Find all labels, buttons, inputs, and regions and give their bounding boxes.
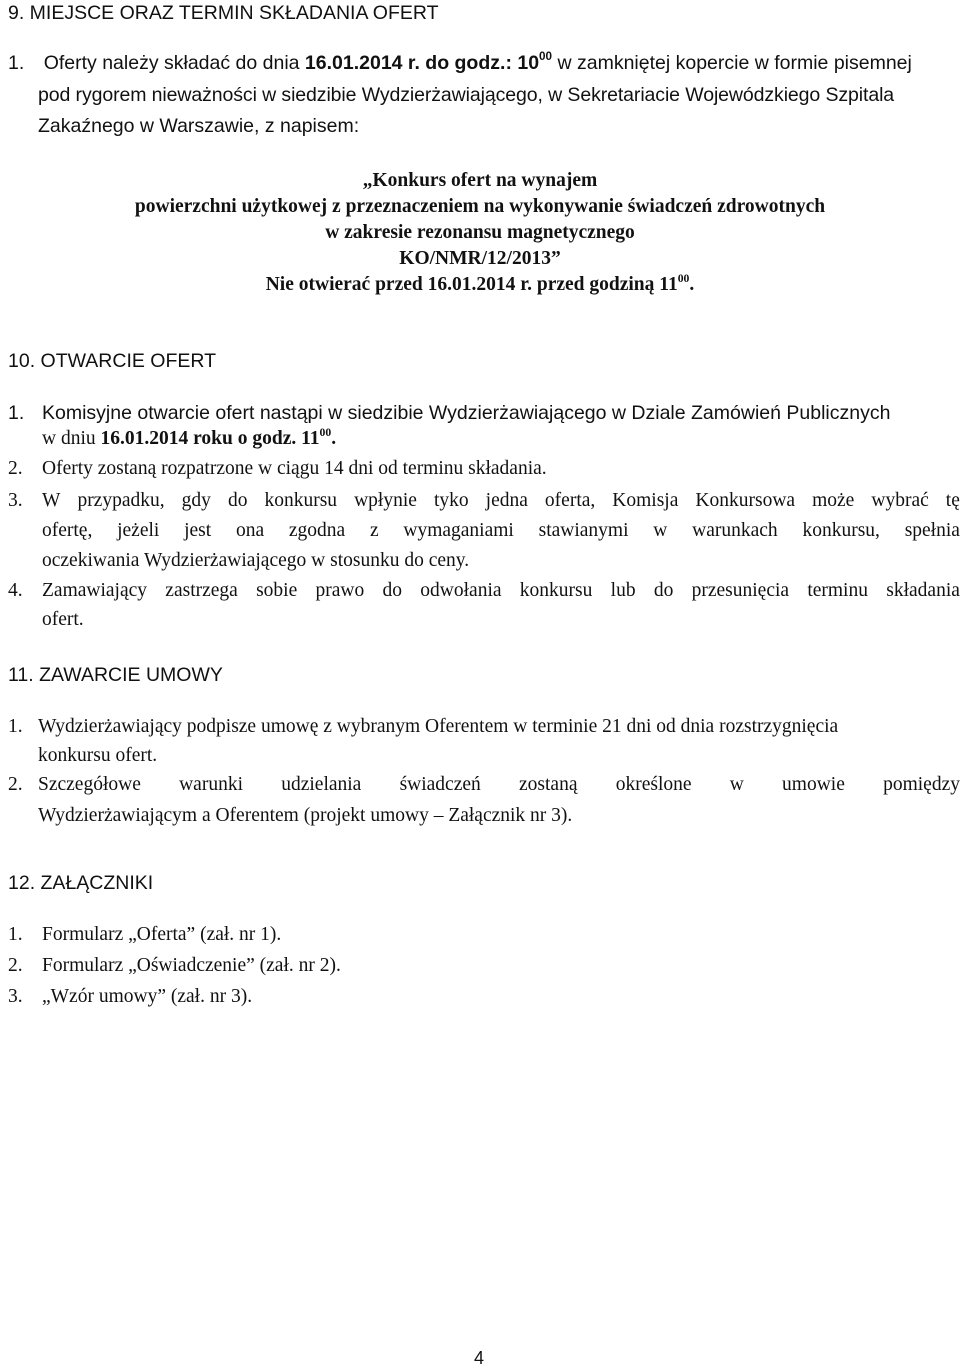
word: z bbox=[369, 520, 379, 541]
word: jeżeli bbox=[117, 520, 160, 541]
word: może bbox=[812, 490, 855, 511]
word: umowie bbox=[782, 774, 845, 795]
word: świadczeń bbox=[399, 774, 481, 795]
s10-item-1-text: w dniu bbox=[42, 428, 101, 449]
s12-item-3-number: 3. bbox=[8, 986, 23, 1007]
word: określone bbox=[615, 774, 692, 795]
word: ofertę, bbox=[42, 520, 93, 541]
word: konkursu bbox=[264, 490, 338, 511]
envelope-label-sup: 00 bbox=[677, 272, 690, 285]
s11-item-1-line-2: konkursu ofert. bbox=[38, 745, 158, 766]
s10-item-3-line-1 bbox=[42, 490, 960, 512]
word: przesunięcia bbox=[691, 580, 790, 601]
envelope-label-line-3: w zakresie rezonansu magnetycznego bbox=[325, 222, 635, 243]
word: konkursu bbox=[519, 580, 593, 601]
word: ona bbox=[235, 520, 265, 541]
word: jedna bbox=[485, 490, 528, 511]
word: lub bbox=[610, 580, 636, 601]
s11-item-2-line-2: Wydzierżawiającym a Oferentem (projekt umowy – Załącznik nr 3). bbox=[38, 805, 573, 826]
word: zgodna bbox=[288, 520, 346, 541]
section-12-heading: 12. ZAŁĄCZNIKI bbox=[8, 872, 154, 894]
word: prawo bbox=[315, 580, 365, 601]
word: stawianymi bbox=[538, 520, 629, 541]
s9-item-1-hour-sup: 00 bbox=[539, 50, 553, 63]
s10-item-1-line-2 bbox=[42, 428, 336, 450]
s9-item-1-text-d: w zamkniętej kopercie w formie pisemnej bbox=[552, 52, 912, 74]
word: warunki bbox=[179, 774, 243, 795]
s10-item-4-number: 4. bbox=[8, 580, 23, 601]
envelope-label-line-1: „Konkurs ofert na wynajem bbox=[362, 170, 598, 191]
s10-item-1-end: . bbox=[331, 428, 337, 449]
word: do bbox=[382, 580, 403, 601]
s10-item-4-line-2: ofert. bbox=[42, 609, 84, 630]
word: warunkach bbox=[692, 520, 778, 541]
envelope-label-date: Nie otwierać przed 16.01.2014 r. przed godziną 11 bbox=[265, 274, 678, 295]
word: przypadku, bbox=[77, 490, 165, 511]
s10-item-3-line-2 bbox=[42, 520, 960, 542]
section-11-heading: 11. ZAWARCIE UMOWY bbox=[8, 664, 223, 686]
s10-item-1-number: 1. bbox=[8, 402, 25, 424]
word: tyko bbox=[433, 490, 469, 511]
s11-item-2-line-1 bbox=[38, 774, 960, 796]
s12-item-3: „Wzór umowy” (zał. nr 3). bbox=[42, 986, 253, 1007]
word: Szczegółowe bbox=[38, 774, 141, 795]
envelope-label-line-5 bbox=[0, 274, 960, 296]
word: tę bbox=[945, 490, 960, 511]
word: do bbox=[653, 580, 674, 601]
s12-item-1-number: 1. bbox=[8, 924, 23, 945]
word: wpłynie bbox=[354, 490, 417, 511]
word: udzielania bbox=[281, 774, 362, 795]
word: W bbox=[42, 490, 61, 511]
word: konkursu, bbox=[802, 520, 880, 541]
s10-item-3-number: 3. bbox=[8, 490, 23, 511]
word: terminu bbox=[807, 580, 868, 601]
section-10-heading: 10. OTWARCIE OFERT bbox=[8, 350, 217, 372]
word: składania bbox=[886, 580, 960, 601]
word: w bbox=[729, 774, 744, 795]
word: oferta, bbox=[544, 490, 596, 511]
s9-item-1-date: 16.01.2014 r. do godz. bbox=[304, 52, 506, 74]
word: jest bbox=[184, 520, 212, 541]
s10-item-1-line-1: Komisyjne otwarcie ofert nastąpi w siedzibie Wydzierżawiającego w Dziale Zamówień Publicznych bbox=[42, 402, 891, 424]
word: zastrzega bbox=[165, 580, 238, 601]
word: do bbox=[227, 490, 248, 511]
s9-item-1-line-1 bbox=[8, 52, 912, 74]
word: gdy bbox=[181, 490, 211, 511]
s9-item-1-hour: : 10 bbox=[505, 52, 540, 74]
s10-item-1-date: 16.01.2014 roku o godz. 11 bbox=[100, 428, 320, 449]
word: spełnia bbox=[904, 520, 960, 541]
word: Komisja bbox=[612, 490, 679, 511]
envelope-label-end: . bbox=[689, 274, 695, 295]
s12-item-2: Formularz „Oświadczenie” (zał. nr 2). bbox=[42, 955, 341, 976]
section-9-heading: 9. MIEJSCE ORAZ TERMIN SKŁADANIA OFERT bbox=[8, 2, 439, 24]
word: w bbox=[653, 520, 668, 541]
s9-item-1-number: 1. bbox=[8, 52, 25, 74]
word: sobie bbox=[256, 580, 298, 601]
s12-item-1: Formularz „Oferta” (zał. nr 1). bbox=[42, 924, 282, 945]
word: Zamawiający bbox=[42, 580, 148, 601]
s10-item-2-number: 2. bbox=[8, 458, 23, 479]
word: zostaną bbox=[519, 774, 578, 795]
word: pomiędzy bbox=[883, 774, 960, 795]
word: Konkursowa bbox=[695, 490, 796, 511]
envelope-label-line-4: KO/NMR/12/2013” bbox=[399, 248, 561, 269]
s9-item-1-line-3: Zakaźnego w Warszawie, z napisem: bbox=[38, 115, 360, 137]
s10-item-1-sup: 00 bbox=[319, 426, 332, 439]
s11-item-2-number: 2. bbox=[8, 774, 23, 795]
envelope-label-line-2: powierzchni użytkowej z przeznaczeniem na wykonywanie świadczeń zdrowotnych bbox=[134, 196, 826, 217]
s9-item-1-line-2: pod rygorem nieważności w siedzibie Wydzierżawiającego, w Sekretariacie Wojewódzkiego Szpitala bbox=[38, 84, 895, 106]
s11-item-1-number: 1. bbox=[8, 716, 23, 737]
s11-item-1-line-1: Wydzierżawiający podpisze umowę z wybranym Oferentem w terminie 21 dni od dnia rozstrzygnięcia bbox=[38, 716, 839, 737]
word: odwołania bbox=[420, 580, 502, 601]
s10-item-4-line-1 bbox=[42, 580, 960, 602]
word: wybrać bbox=[871, 490, 929, 511]
page-number: 4 bbox=[474, 1348, 485, 1368]
s9-item-1-text-a: Oferty należy składać do dnia bbox=[43, 52, 305, 74]
s10-item-2-line-1: Oferty zostaną rozpatrzone w ciągu 14 dni od terminu składania. bbox=[42, 458, 547, 479]
s10-item-3-line-3: oczekiwania Wydzierżawiającego w stosunku do ceny. bbox=[42, 550, 470, 571]
s12-item-2-number: 2. bbox=[8, 955, 23, 976]
word: wymaganiami bbox=[403, 520, 514, 541]
